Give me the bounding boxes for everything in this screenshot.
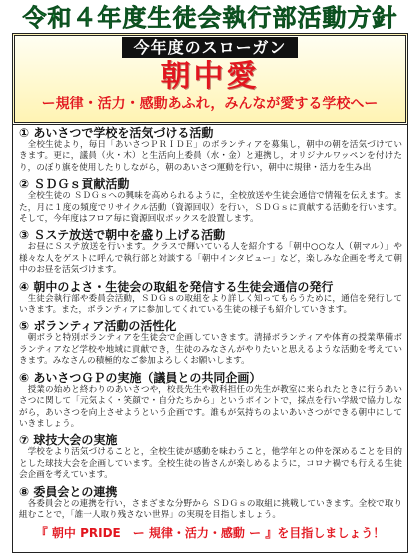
policy-item bbox=[19, 126, 402, 174]
policy-item-heading: ⑤ ボランティア活動の活性化 bbox=[19, 319, 177, 334]
policy-item-heading: ⑦ 球技大会の実施 bbox=[19, 433, 118, 448]
slogan-banner: 今年度のスローガン bbox=[122, 37, 298, 58]
policy-item-heading: ③ Ｓステ放送で朝中を盛り上げる活動 bbox=[19, 228, 226, 243]
policy-item bbox=[19, 280, 402, 317]
policy-item bbox=[19, 433, 402, 481]
policy-item-body: 授業の始めと終わりのあいさつや，校長先生や教科担任の先生が教室に来られたときに行うあいさつに関して「元気よく・笑顔で・自分たちから」というポイントで，採点を行い学級で協力しながら，あいさつを向上させようという企画です。誰もが気持ちのよいあいさつができる朝中にしていきましょう。 bbox=[19, 384, 402, 429]
policy-item-body: 全校生徒より，毎日「あいさつＰＲＩＤＥ」のボランティアを募集し，朝中の朝を活気づけていきます。更に，議員（火・木）と生活向上委員（水・金）と連携し，オリジナルワッペンを付けたり，のぼり旗を使用したりしながら，朝のあいさつ運動を行い，朝中に規律・活力を生み出 bbox=[19, 140, 402, 173]
policy-item-body: 生徒会執行部や委員会活動，ＳＤＧｓの取組をより詳しく知ってもらうために，通信を発行していきます。また，ボランティアに参加してくれている生徒の様子も紹介していきます。 bbox=[19, 293, 402, 316]
policy-item-heading: ① あいさつで学校を活気づける活動 bbox=[19, 126, 214, 140]
policy-list bbox=[12, 125, 408, 553]
policy-item-body: 学校をより活気づけることと，全校生徒が感動を味わうこと，他学年との仲を深めることを目的とした球技大会を企画しています。全校生徒の皆さんが楽しめるように，コロナ禍でも行える生徒会企画を考えています。 bbox=[19, 447, 402, 481]
policy-item-body: 全校生徒の ＳＤＧｓへの興味を高められるように，全校放送や生徒会通信で情報を伝えます。また，月に１度の頻度でリサイクル活動（資源回収）を行い，ＳＤＧｓに貢献する活動を行います。そして，今年度はフロア毎に資源回収ボックスを設置します。 bbox=[19, 191, 402, 225]
policy-item-heading: ④ 朝中のよさ・生徒会の取組を発信する生徒会通信の発行 bbox=[19, 279, 334, 294]
document-title: 令和４年度生徒会執行部活動方針 bbox=[22, 4, 398, 32]
policy-item bbox=[19, 485, 402, 522]
policy-item-heading: ② ＳＤＧｓ貢献活動 bbox=[19, 177, 130, 192]
slogan-main-text: 朝中愛 bbox=[160, 60, 260, 94]
slogan-box bbox=[12, 33, 408, 125]
policy-item bbox=[19, 177, 402, 225]
slogan-subtitle: ー規律・活力・感動あふれ，みんなが愛する学校へー bbox=[41, 96, 379, 112]
policy-item-body: 朝ボラと特別ボランティアを生徒会で企画していきます。清掃ボランティアや体育の授業準備ボランティアなど学校や地域に貢献でき，生徒のみなさんがやりたいと思えるような活動を考えていきます。みなさんの積極的なご参加よろしくお願いします。 bbox=[19, 333, 402, 367]
policy-item bbox=[19, 228, 402, 276]
policy-item-heading: ⑧ 委員会との連携 bbox=[19, 484, 118, 499]
policy-item-body: 各委員会との連携を行い，さまざまな分野から ＳＤＧｓの取組に挑戦していきます。全校で取り組むことで，「誰一人取り残さない世界」の実現を目指しましょう。 bbox=[19, 498, 402, 520]
closing-message: 『 朝中 PRIDE ー 規律・活力・感動 ー 』を目指しましょう！ bbox=[35, 526, 386, 541]
policy-item bbox=[19, 319, 402, 367]
policy-item-heading: ⑥ あいさつＧＰの実施（議員との共同企画） bbox=[19, 370, 262, 385]
policy-item-body: お昼にＳステ放送を行います。クラスで輝いている人を紹介する「朝中○○な人（朝マル）」や様々な人をゲストに呼んで執行部と対談する「朝中インタビュー」など，楽しみな企画を考えて朝中のお昼を活気づけます。 bbox=[19, 242, 402, 276]
policy-item bbox=[19, 371, 402, 431]
